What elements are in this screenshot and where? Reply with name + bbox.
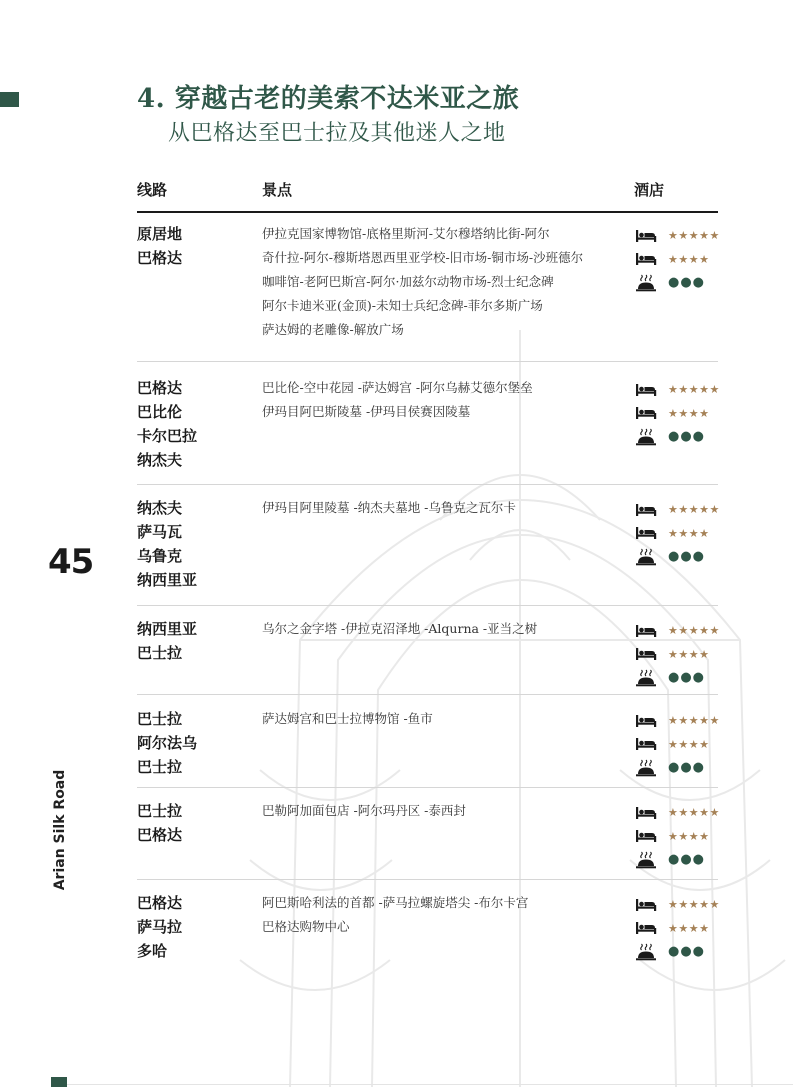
row-divider: [137, 605, 718, 606]
route-stop: 巴格达: [137, 249, 183, 267]
hotel-cell: [635, 893, 720, 964]
bed-icon: [635, 381, 657, 399]
restaurant-rating: ●●●: [668, 944, 706, 960]
five-star-rating: ★★★★★: [668, 383, 720, 397]
route-stop: 萨马拉: [137, 918, 183, 936]
route-cell: [137, 707, 197, 779]
route-stop: 纳杰夫: [137, 451, 183, 469]
row-divider: [137, 484, 718, 485]
hotel-cell: [635, 224, 720, 295]
hotel-rating-row: [635, 940, 720, 964]
sights-text-line: 萨达姆宫和巴士拉博物馆 -鱼市: [262, 711, 433, 726]
four-star-rating: ★★★★: [668, 647, 710, 661]
sights-cell: [262, 376, 617, 424]
five-star-rating: ★★★★★: [668, 229, 720, 243]
hotel-rating-row: [635, 801, 720, 825]
sights-cell: [262, 617, 617, 641]
hotel-rating-row: [635, 378, 720, 402]
four-star-rating: ★★★★: [668, 252, 710, 266]
column-header-sights: 景点: [262, 181, 293, 199]
route-stop: 多哈: [137, 942, 168, 960]
restaurant-rating: ●●●: [668, 760, 706, 776]
sights-text-line: 阿巴斯哈利法的首都 -萨马拉螺旋塔尖 -布尔卡宫: [262, 895, 529, 910]
hotel-rating-row: [635, 825, 720, 849]
hotel-rating-row: [635, 643, 720, 667]
restaurant-rating: ●●●: [668, 852, 706, 868]
restaurant-cloche-icon: [635, 669, 657, 687]
bed-icon: [635, 227, 657, 245]
hotel-rating-row: [635, 248, 720, 272]
restaurant-cloche-icon: [635, 851, 657, 869]
restaurant-cloche-icon: [635, 428, 657, 446]
bed-icon: [635, 404, 657, 422]
bed-icon: [635, 735, 657, 753]
route-stop: 巴比伦: [137, 403, 183, 421]
page-subtitle: 从巴格达至巴士拉及其他迷人之地: [168, 121, 506, 146]
row-divider: [137, 694, 718, 695]
route-cell: [137, 891, 182, 963]
five-star-rating: ★★★★★: [668, 503, 720, 517]
sights-text-line: 萨达姆的老雕像-解放广场: [262, 322, 404, 337]
five-star-rating: ★★★★★: [668, 714, 720, 728]
hotel-cell: [635, 619, 720, 690]
bed-icon: [635, 250, 657, 268]
row-divider: [137, 787, 718, 788]
hotel-rating-row: [635, 425, 720, 449]
sights-cell: [262, 799, 617, 823]
hotel-rating-row: [635, 756, 720, 780]
bottom-rule: [67, 1084, 793, 1085]
sights-text-line: 奇什拉-阿尔-穆斯塔恩西里亚学校-旧市场-铜市场-沙班德尔: [262, 250, 584, 265]
sights-cell: [262, 496, 617, 520]
hotel-rating-row: [635, 917, 720, 941]
five-star-rating: ★★★★★: [668, 898, 720, 912]
route-cell: [137, 222, 182, 270]
column-header-hotel: 酒店: [634, 181, 665, 199]
four-star-rating: ★★★★: [668, 526, 710, 540]
hotel-rating-row: [635, 733, 720, 757]
sights-cell: [262, 891, 617, 939]
row-divider: [137, 879, 718, 880]
bed-icon: [635, 919, 657, 937]
four-star-rating: ★★★★: [668, 406, 710, 420]
bed-icon: [635, 896, 657, 914]
route-stop: 巴格达: [137, 379, 183, 397]
four-star-rating: ★★★★: [668, 737, 710, 751]
restaurant-cloche-icon: [635, 548, 657, 566]
page-title: 4. 穿越古老的美索不达米亚之旅: [137, 84, 520, 114]
bed-icon: [635, 524, 657, 542]
sights-text-line: 咖啡馆-老阿巴斯宫-阿尔·加兹尔动物市场-烈士纪念碑: [262, 274, 554, 289]
route-stop: 乌鲁克: [137, 547, 183, 565]
row-divider: [137, 361, 718, 362]
hotel-rating-row: [635, 709, 720, 733]
side-accent-bar: [0, 92, 19, 107]
route-cell: [137, 496, 197, 592]
restaurant-cloche-icon: [635, 943, 657, 961]
route-stop: 阿尔法乌: [137, 734, 198, 752]
sights-text-line: 乌尔之金字塔 -伊拉克沼泽地 -Alqurna -亚当之树: [262, 621, 538, 636]
bed-icon: [635, 712, 657, 730]
side-brand-text: Arian Silk Road: [52, 769, 68, 891]
bed-icon: [635, 622, 657, 640]
restaurant-rating: ●●●: [668, 670, 706, 686]
bed-icon: [635, 804, 657, 822]
route-cell: [137, 799, 182, 847]
route-stop: 卡尔巴拉: [137, 427, 198, 445]
hotel-cell: [635, 709, 720, 780]
sights-text-line: 伊玛目阿巴斯陵墓 -伊玛目侯赛因陵墓: [262, 404, 471, 419]
restaurant-rating: ●●●: [668, 429, 706, 445]
route-stop: 巴士拉: [137, 758, 183, 776]
hotel-rating-row: [635, 402, 720, 426]
column-header-route: 线路: [137, 181, 168, 199]
route-stop: 巴士拉: [137, 644, 183, 662]
four-star-rating: ★★★★: [668, 921, 710, 935]
route-stop: 萨马瓦: [137, 523, 183, 541]
five-star-rating: ★★★★★: [668, 806, 720, 820]
bed-icon: [635, 645, 657, 663]
restaurant-rating: ●●●: [668, 275, 706, 291]
hotel-rating-row: [635, 848, 720, 872]
sights-text-line: 巴比伦-空中花园 -萨达姆宫 -阿尔乌赫艾德尔堡垒: [262, 380, 533, 395]
hotel-rating-row: [635, 893, 720, 917]
four-star-rating: ★★★★: [668, 829, 710, 843]
route-stop: 巴格达: [137, 894, 183, 912]
restaurant-cloche-icon: [635, 759, 657, 777]
hotel-rating-row: [635, 522, 720, 546]
restaurant-cloche-icon: [635, 274, 657, 292]
route-stop: 纳西里亚: [137, 620, 198, 638]
hotel-cell: [635, 801, 720, 872]
hotel-cell: [635, 378, 720, 449]
sights-text-line: 伊拉克国家博物馆-底格里斯河-艾尔穆塔纳比街-阿尔: [262, 226, 550, 241]
sights-text-line: 巴格达购物中心: [262, 919, 350, 934]
sights-cell: [262, 707, 617, 731]
sights-cell: [262, 222, 617, 342]
route-stop: 纳杰夫: [137, 499, 183, 517]
bottom-accent-bar: [51, 1077, 67, 1087]
route-stop: 巴格达: [137, 826, 183, 844]
bed-icon: [635, 501, 657, 519]
page-number: 45: [48, 542, 94, 582]
hotel-cell: [635, 498, 720, 569]
sights-text-line: 巴勒阿加面包店 -阿尔玛丹区 -泰西封: [262, 803, 466, 818]
restaurant-rating: ●●●: [668, 549, 706, 565]
hotel-rating-row: [635, 224, 720, 248]
header-rule: [137, 211, 718, 213]
route-cell: [137, 617, 197, 665]
sights-text-line: 伊玛目阿里陵墓 -纳杰夫墓地 -乌鲁克之瓦尔卡: [262, 500, 516, 515]
route-stop: 原居地: [137, 225, 183, 243]
five-star-rating: ★★★★★: [668, 624, 720, 638]
hotel-rating-row: [635, 545, 720, 569]
route-cell: [137, 376, 197, 472]
bed-icon: [635, 827, 657, 845]
sights-text-line: 阿尔卡迪米亚(金顶)-未知士兵纪念碑-菲尔多斯广场: [262, 298, 543, 313]
hotel-rating-row: [635, 271, 720, 295]
hotel-rating-row: [635, 619, 720, 643]
route-stop: 巴士拉: [137, 802, 183, 820]
route-stop: 纳西里亚: [137, 571, 198, 589]
hotel-rating-row: [635, 498, 720, 522]
hotel-rating-row: [635, 666, 720, 690]
route-stop: 巴士拉: [137, 710, 183, 728]
